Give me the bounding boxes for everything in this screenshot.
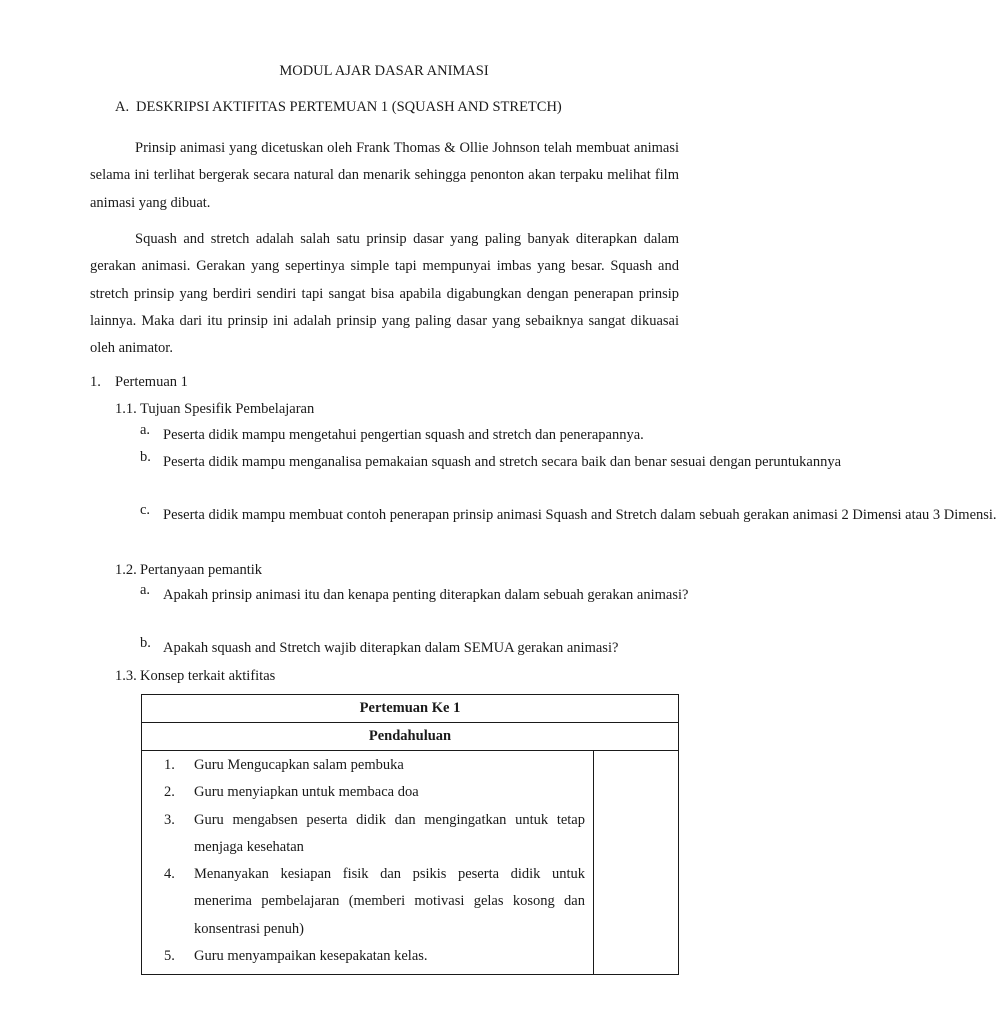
paragraph-1: Prinsip animasi yang dicetuskan oleh Frank Thomas & Ollie Johnson telah membuat animasi selama ini terlihat bergerak secara natural dan menarik sehingga penonton akan terpaku melihat film animasi yang dibuat. — [90, 140, 679, 211]
list-marker: c. — [140, 502, 151, 518]
tujuan-item-b — [140, 449, 842, 476]
list-item-text: Guru Mengucapkan salam pembuka — [194, 757, 404, 773]
pertanyaan-item-b — [140, 635, 679, 662]
meeting-label: Pertemuan 1 — [115, 374, 188, 390]
list-item-text: Apakah prinsip animasi itu dan kenapa penting diterapkan dalam sebuah gerakan animasi? — [163, 587, 689, 603]
paragraph-2: Squash and stretch adalah salah satu prinsip dasar yang paling banyak diterapkan dalam gerakan animasi. Gerakan yang sepertinya simple tapi mempunyai imbas yang besar. Squash and stretch prinsip yang berdiri sendiri tapi sangat bisa apabila digabungkan dengan penerapan prinsip lainnya. Maka dari itu prinsip ini adalah prinsip yang paling dasar yang sebaiknya sangat dikuasai oleh animator. — [90, 231, 679, 357]
tujuan-heading — [115, 401, 314, 418]
list-item-text: Peserta didik mampu mengetahui pengertian squash and stretch dan penerapannya. — [163, 427, 644, 443]
list-item-text: Peserta didik mampu menganalisa pemakaian squash and stretch secara baik dan benar sesuai dengan peruntukannya — [163, 454, 842, 470]
pertanyaan-number: 1.2. — [115, 562, 137, 578]
list-item-text: Peserta didik mampu membuat contoh penerapan prinsip animasi Squash and Stretch dalam sebuah gerakan animasi 2 Dimensi atau 3 Dimensi. — [163, 507, 997, 523]
list-item — [164, 779, 585, 806]
list-item — [164, 752, 585, 779]
konsep-heading — [115, 668, 275, 685]
section-heading-text: DESKRIPSI AKTIFITAS PERTEMUAN 1 (SQUASH AND STRETCH) — [136, 99, 562, 115]
list-item-text: Guru mengabsen peserta didik dan mengingatkan untuk tetap menjaga kesehatan — [194, 811, 585, 855]
list-item — [164, 861, 585, 943]
list-item-text: Guru menyampaikan kesepakatan kelas. — [194, 948, 428, 965]
list-item-text: Apakah squash and Stretch wajib diterapkan dalam SEMUA gerakan animasi? — [163, 640, 619, 656]
list-item-text: Guru menyiapkan untuk membaca doa — [194, 784, 419, 801]
list-marker: a. — [140, 582, 151, 598]
list-marker: a. — [140, 422, 151, 438]
meeting-heading — [90, 374, 188, 391]
konsep-number: 1.3. — [115, 668, 137, 684]
pertanyaan-heading — [115, 562, 262, 579]
list-number: 3. — [164, 811, 175, 828]
tujuan-item-c — [140, 502, 997, 529]
konsep-table — [141, 694, 679, 975]
document-title: MODUL AJAR DASAR ANIMASI — [279, 63, 489, 79]
section-heading — [115, 99, 562, 116]
table-subheader: Pendahuluan — [142, 723, 679, 751]
tujuan-number: 1.1. — [115, 401, 137, 417]
empty-cell — [594, 751, 679, 975]
tujuan-item-a — [140, 422, 679, 449]
list-number: 4. — [164, 866, 175, 883]
list-marker: b. — [140, 449, 151, 465]
section-number: A. — [115, 99, 130, 115]
pertanyaan-item-a — [140, 582, 689, 609]
activity-list-cell — [142, 751, 594, 975]
pertanyaan-label: Pertanyaan pemantik — [140, 562, 262, 578]
meeting-number: 1. — [90, 374, 101, 390]
list-item — [164, 943, 585, 970]
list-item-text: Menanyakan kesiapan fisik dan psikis peserta didik untuk menerima pembelajaran (memberi motivasi gelas kosong dan konsentrasi penuh) — [194, 866, 585, 937]
list-number: 5. — [164, 948, 175, 965]
list-number: 2. — [164, 784, 175, 801]
tujuan-label: Tujuan Spesifik Pembelajaran — [140, 401, 315, 417]
table-header: Pertemuan Ke 1 — [142, 695, 679, 723]
konsep-label: Konsep terkait aktifitas — [140, 668, 276, 684]
list-marker: b. — [140, 635, 151, 651]
list-item — [164, 807, 585, 862]
list-number: 1. — [164, 757, 175, 773]
